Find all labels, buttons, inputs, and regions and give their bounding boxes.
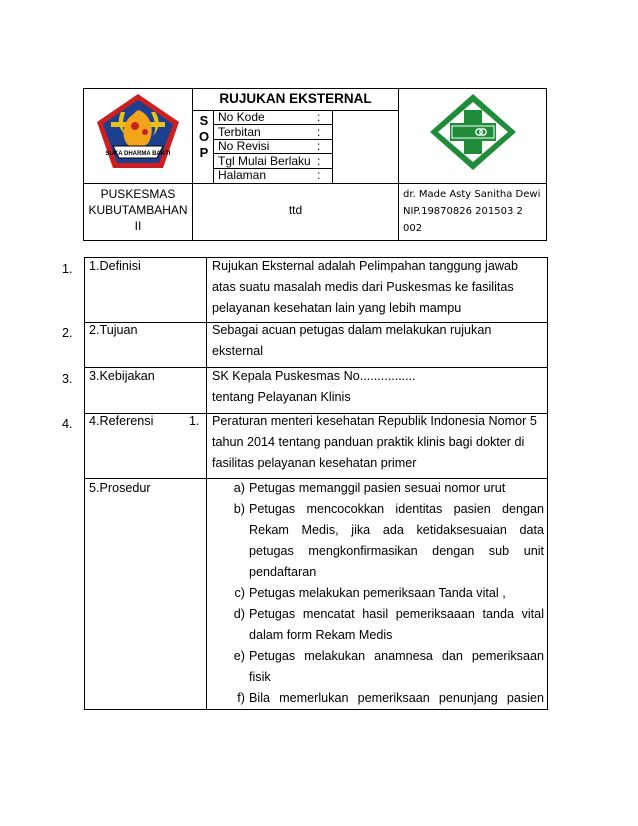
step-line: Petugas melakukan pemeriksaan Tanda vital , [249,586,506,600]
section-body-tujuan [212,320,531,362]
body-line: Sebagai acuan petugas dalam melakukan rujukan [212,323,492,337]
table-left-border [84,257,85,710]
doctor-name: dr. Made Asty Sanitha Dewi [403,189,541,200]
step-line: fisik [249,670,271,684]
body-line: SK Kepala Puskesmas No................ [212,369,416,383]
meta-colon: : [317,168,321,182]
section-body-definisi [212,256,531,319]
step-line: Petugas mencocokkan identitas pasien dengan [249,502,544,516]
section-label-tujuan: 2.Tujuan [89,323,138,337]
step-letter: c) [234,586,245,600]
regency-crest-logo [93,92,183,170]
step-text [249,604,544,646]
step-text [249,688,544,709]
procedure-step-f [212,688,544,709]
section-label-prosedur: 5.Prosedur [89,481,151,495]
puskesmas-name [84,186,192,234]
step-line: pendaftaran [249,565,317,579]
procedure-step-a [212,478,544,499]
body-line: atas suatu masalah medis dari Puskesmas ke fasilitas [212,280,514,294]
puskesmas-line: II [134,219,142,233]
body-line: fasilitas pelayanan kesehatan primer [212,456,417,470]
meta-row-terbitan [215,124,333,139]
meta-label: Terbitan [218,125,261,139]
section-body-kebijakan [212,366,531,408]
doctor-nip: NIP.19870826 201503 2 002 [403,206,523,234]
body-line: tahun 2014 tentang panduan praktik klinis bagi dokter di [212,435,525,449]
meta-colon: : [317,125,321,139]
document-title: RUJUKAN EKSTERNAL [219,91,372,106]
meta-row-no-revisi [215,138,333,153]
puskesmas-logo [428,92,518,172]
meta-colon: : [317,139,321,153]
signature-placeholder: ttd [288,203,303,217]
puskesmas-line: KUBUTAMBAHAN [88,203,188,217]
regency-crest-icon [93,92,183,170]
step-letter: d) [233,607,245,621]
header-border-right [546,88,547,241]
table-right-border [547,257,548,710]
meta-row-halaman [215,167,333,182]
meta-label: Tgl Mulai Berlaku [218,154,311,168]
step-letter: a) [233,481,245,495]
sop-letter-p: P [199,145,209,160]
outer-number: 1. [62,262,73,276]
meta-colon: : [317,154,321,168]
procedure-step-d [212,604,544,646]
puskesmas-line: PUSKESMAS [100,187,176,201]
step-letter: f) [237,691,245,705]
table-row-line [84,709,548,710]
meta-label: Halaman [218,168,267,182]
step-text [249,646,544,688]
step-text [249,478,544,499]
section-body-referensi [212,411,542,474]
header-border-bottom [83,240,547,241]
crest-ribbon-text: SUKA DHARMA BAKTI [105,151,171,157]
header-border-top [83,88,547,89]
section-label-definisi: 1.Definisi [89,259,141,273]
body-line: pelayanan kesehatan lain yang lebih mampu [212,301,462,315]
step-line: Petugas mencatat hasil pemeriksaaan tanda vital [249,607,544,621]
procedure-step-e [212,646,544,688]
procedure-step-c [212,583,544,604]
meta-colon: : [317,110,321,124]
meta-label: No Revisi [218,139,270,153]
step-line: petugas mengkonfirmasikan dengan sub unit [249,544,544,558]
step-line: Petugas memanggil pasien sesuai nomor urut [249,481,506,495]
step-line: dalam form Rekam Medis [249,628,393,642]
outer-number: 4. [62,417,73,431]
step-letter: e) [233,649,245,663]
outer-number: 3. [62,372,73,386]
procedure-step-b [212,499,544,583]
prosedur-steps [212,478,544,709]
doctor-info [403,186,545,237]
header-row-divider [83,183,547,184]
step-letter: b) [233,502,245,516]
step-text [249,583,544,604]
table-mid-border [206,257,207,710]
step-line: Petugas melakukan anamnesa dan pemeriksaan [249,649,544,663]
sop-letter-s: S [199,113,209,128]
step-line: Bila memerlukan pemeriksaan penunjang pasien [249,691,544,705]
meta-row-no-kode [215,109,333,124]
referensi-item-number: 1. [189,414,200,428]
meta-label: No Kode [218,110,265,124]
body-line: Rujukan Eksternal adalah Pelimpahan tanggung jawab [212,259,518,273]
body-line: tentang Pelayanan Klinis [212,390,351,404]
sop-column-divider [213,110,214,184]
section-label-kebijakan: 3.Kebijakan [89,369,155,383]
puskesmas-green-cross-icon [428,92,518,172]
body-line: eksternal [212,344,264,358]
sop-letter-o: O [198,129,210,144]
step-text [249,499,544,583]
meta-row-tgl-mulai-berlaku [215,153,333,168]
section-label-referensi: 4.Referensi [89,414,154,428]
step-line: Rekam Medis, jika ada ketidaksesuaian data [249,523,544,537]
body-line: Peraturan menteri kesehatan Republik Indonesia Nomor 5 [212,414,537,428]
outer-number: 2. [62,326,73,340]
